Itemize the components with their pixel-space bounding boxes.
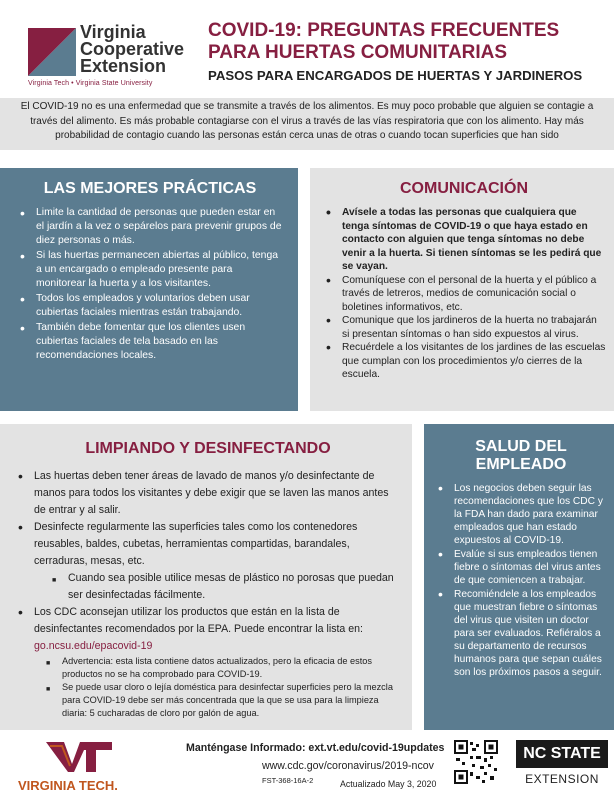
best-practices-list (16, 206, 284, 363)
title-line-2: PARA HUERTAS COMUNITARIAS (208, 42, 508, 63)
list-item: • Comunique que los jardineros de la huerta no trabajarán si presentan síntomas o han sido expuestos al virus. (322, 314, 606, 341)
list-item: • Limite la cantidad de personas que pueden estar en el jardín a la vez o sepárelos para prevenir grupos de diez personas o más. (16, 206, 284, 248)
vce-logo (28, 24, 198, 94)
best-practices-title: LAS MEJORES PRÁCTICAS (43, 180, 257, 197)
qr-code-icon (454, 740, 498, 784)
list-item: • Los CDC aconsejan utilizar los productos que están en la lista de desinfectantes recomendados por la EPA. Puede encontrar la lista en: (14, 604, 402, 638)
list-item: • Todos los empleados y voluntarios deben usar cubiertas faciales mientras están trabajando. (16, 292, 284, 320)
sub-list-item: ■ Advertencia: esta lista contiene datos actualizados, pero la eficacia de estos productos no se ha comprobado para COVID-19. (42, 655, 402, 681)
list-item: • Recomiéndele a los empleados que muestran fiebre o síntomas del virus que visiten un doctor para ser evaluados. Refiéralos a su departamento de recursos humanos para que sepan cuáles son los próximos pasos a seguir. (434, 588, 608, 679)
employee-health-title: SALUD DEL EMPLEADO (475, 438, 567, 473)
updated-date: Actualizado May 3, 2020 (340, 779, 437, 789)
list-item: • También debe fomentar que los clientes usen cubiertas faciales de tela basado en las recomendaciones locales. (16, 321, 284, 363)
list-item: • Los negocios deben seguir las recomendaciones que los CDC y la FDA han dado para examinar empleados que han estado expuestos al COVID-19. (434, 482, 608, 547)
employee-health-list (434, 482, 608, 679)
stay-informed-text[interactable]: Manténgase Informado: ext.vt.edu/covid-19updates (186, 742, 445, 754)
list-item: • Recuérdele a los visitantes de los jardines de las escuelas que cumplan con los procedimientos y/o cierres de la escuela. (322, 341, 606, 382)
vt-logo-icon (44, 738, 114, 774)
cleaning-list (14, 468, 402, 638)
epa-list-link[interactable]: go.ncsu.edu/epacovid-19 (34, 640, 153, 652)
vce-logo-mark-icon (28, 28, 76, 76)
communication-title: COMUNICACIÓN (400, 180, 528, 197)
nc-state-logo: NC STATE (516, 740, 608, 768)
intro-text: El COVID-19 no es una enfermedad que se transmite a través de los alimentos. Es muy poco probable que alguien se contagie a través del alimento. Es más probable contagiarse con el virus a través de las vías respiratoria que con los alimento. Hay más probabilidad de contagio cuando las personas están cerca unas de otras o cuando tocan superficies que han sido (0, 98, 614, 150)
list-item: • Las huertas deben tener áreas de lavado de manos y/o desinfectante de manos para todos los visitantes y debe exigir que se laven las manos antes de entrar y al salir. (14, 468, 402, 519)
list-item: • Evalúe si sus empleados tienen fiebre o síntomas del virus antes de que comiencen a trabajar. (434, 548, 608, 587)
vt-logo-name: VIRGINIA TECH. (18, 778, 118, 793)
sub-list-item: ■ Cuando sea posible utilice mesas de plástico no porosas que puedan ser desinfectadas fácilmente. (48, 570, 402, 604)
list-item: • Comuníquese con el personal de la huerta y el público a través de letreros, medios de comunicación social o boletines informativos, etc. (322, 274, 606, 315)
list-item: • Si las huertas permanecen abiertas al público, tenga a un encargado o empleado presente para monitorear la huerta y a los visitantes. (16, 249, 284, 291)
communication-list (322, 206, 606, 382)
cleaning-title: LIMPIANDO Y DESINFECTANDO (85, 440, 331, 457)
cleaning-panel (0, 424, 412, 730)
title-line-1: COVID-19: PREGUNTAS FRECUENTES (208, 20, 560, 41)
best-practices-panel (0, 168, 298, 411)
communication-panel (310, 168, 614, 411)
nc-state-extension-label: EXTENSION (525, 772, 599, 786)
document-code: FST-368-16A-2 (262, 776, 314, 785)
page-subtitle: PASOS PARA ENCARGADOS DE HUERTAS Y JARDINEROS (208, 68, 583, 83)
list-item: • Avísele a todas las personas que cualquiera que tenga síntomas de COVID-19 o que haya estado en contacto con alguien que tenga síntomas no debe venir a la huerta. Si tienen síntomas se les pedirá que se vayan. (322, 206, 606, 274)
page-title (208, 20, 608, 83)
cdc-url[interactable]: www.cdc.gov/coronavirus/2019-ncov (262, 760, 434, 772)
vce-logo-name: Virginia Cooperative Extension (80, 22, 185, 76)
sub-list-item: ■ Se puede usar cloro o lejía doméstica para desinfectar superficies pero la mezcla para COVID-19 debe ser más concentrada que la que se usa para la limpieza diaria: 5 cucharadas de cloro por galón de agua. (42, 681, 402, 720)
employee-health-panel (424, 424, 614, 730)
list-item: • Desinfecte regularmente las superficies tales como los contenedores reusables, baldes, cubetas, herramientas compartidas, barandales, cerraduras, mesas, etc. (14, 519, 402, 570)
cleaning-notes-list (14, 655, 402, 720)
virginia-tech-logo (18, 738, 148, 794)
vce-logo-subtitle: Virginia Tech • Virginia State University (28, 80, 153, 87)
